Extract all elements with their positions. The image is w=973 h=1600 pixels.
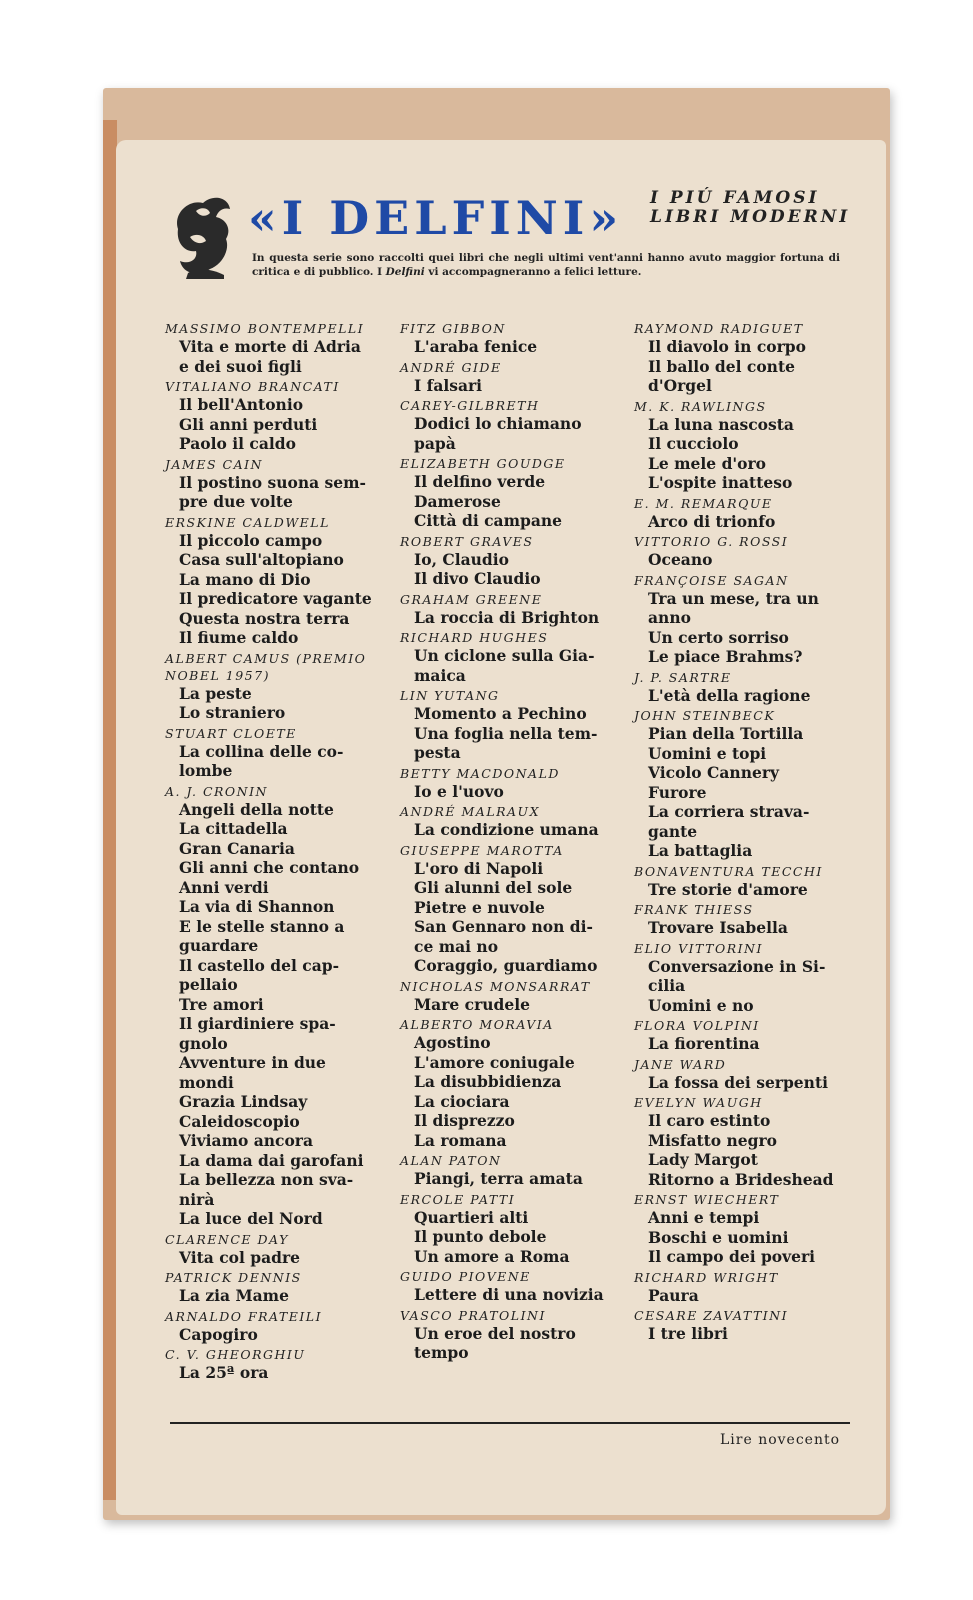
book-title: Il predicatore vagante <box>179 589 372 608</box>
author-name: J. P. SARTRE <box>634 669 732 685</box>
book-title: Ritorno a Brideshead <box>648 1169 834 1189</box>
book-title: Agostino <box>414 1033 491 1052</box>
author-name: STUART CLOETE <box>165 725 297 741</box>
book-title: Paolo il caldo <box>179 434 296 453</box>
author-name: FRANÇOISE SAGAN <box>634 572 789 588</box>
book-title: Tra un mese, tra un <box>648 588 819 608</box>
book-title: Quartieri alti <box>414 1207 529 1227</box>
book-title: Vita e morte di Adria <box>179 337 361 356</box>
book-title: d'Orgel <box>648 376 712 395</box>
book-title: La corriera strava- <box>648 802 810 821</box>
author-name: ERNST WIECHERT <box>634 1192 780 1207</box>
book-title: Io e l'uovo <box>414 781 504 801</box>
book-title: Pian della Tortilla <box>648 724 804 743</box>
book-title: e dei suoi figli <box>179 356 302 376</box>
book-title: gnolo <box>179 1033 228 1053</box>
book-title: L'amore coniugale <box>414 1052 575 1072</box>
book-title: La romana <box>414 1130 507 1150</box>
author-name: ELIO VITTORINI <box>634 940 763 956</box>
author-name: JOHN STEINBECK <box>634 708 776 723</box>
book-title: Capogiro <box>179 1324 258 1344</box>
author-name: CESARE ZAVATTINI <box>634 1308 789 1323</box>
book-title: Momento a Pechino <box>414 704 587 723</box>
book-title: Lo straniero <box>179 703 286 722</box>
book-title: Un amore a Roma <box>414 1246 570 1266</box>
series-subtitle <box>650 189 850 227</box>
book-title: L'araba fenice <box>414 337 538 356</box>
author-name: LIN YUTANG <box>400 688 500 703</box>
book-title: Vita col padre <box>179 1247 301 1267</box>
price-label: Lire novecento <box>720 1432 841 1448</box>
book-title: Uomini e topi <box>648 743 767 763</box>
book-title: Conversazione in Si- <box>648 956 826 976</box>
book-title: Il delfino verde <box>414 472 546 491</box>
book-title: Boschi e uomini <box>648 1227 789 1247</box>
series-header <box>160 183 860 293</box>
book-title: La ciociara <box>414 1091 510 1111</box>
book-title: Casa sull'altopiano <box>179 550 344 569</box>
book-column-2 <box>400 318 625 1363</box>
book-title: La collina delle co- <box>179 741 344 761</box>
author-name: CLARENCE DAY <box>165 1231 289 1247</box>
author-name: FLORA VOLPINI <box>634 1018 760 1033</box>
book-title: Questa nostra terra <box>179 608 350 628</box>
author-name: ALBERTO MORAVIA <box>400 1017 554 1032</box>
book-title: Il campo dei poveri <box>648 1247 816 1266</box>
book-title: La condizione umana <box>414 820 599 839</box>
series-intro <box>252 251 840 279</box>
book-title: papà <box>414 433 456 453</box>
book-title: Caleidoscopio <box>179 1111 300 1131</box>
author-name: ERSKINE CALDWELL <box>165 514 330 530</box>
book-title: Misfatto negro <box>648 1130 778 1150</box>
author-name: ERCOLE PATTI <box>400 1191 516 1207</box>
author-name: ANDRÉ GIDE <box>400 359 502 375</box>
dolphin-emblem-icon <box>168 189 238 281</box>
author-name: EVELYN WAUGH <box>634 1095 763 1110</box>
book-title: Un certo sorriso <box>648 627 789 647</box>
author-name: PATRICK DENNIS <box>165 1270 302 1285</box>
book-title: Oceano <box>648 550 713 569</box>
author-name: VASCO PRATOLINI <box>400 1307 546 1323</box>
book-title: L'età della ragione <box>648 685 811 705</box>
book-title: Damerose <box>414 491 501 511</box>
book-title: Il castello del cap- <box>179 955 340 975</box>
book-title: gante <box>648 821 698 841</box>
book-title: Vicolo Cannery <box>648 763 779 782</box>
book-title: Viviamo ancora <box>179 1131 314 1150</box>
book-title: Il cucciolo <box>648 434 739 453</box>
subtitle-line-1: I PIÚ FAMOSI <box>650 188 820 208</box>
book-title: Un eroe del nostro <box>414 1323 576 1343</box>
book-title: Città di campane <box>414 511 562 530</box>
book-title: maica <box>414 665 466 685</box>
book-title: guardare <box>179 936 259 955</box>
book-title: pre due volte <box>179 492 293 511</box>
author-name: RAYMOND RADIGUET <box>634 321 804 336</box>
author-name: GUIDO PIOVENE <box>400 1269 531 1284</box>
book-title: Il postino suona sem- <box>179 472 366 492</box>
book-title: Mare crudele <box>414 994 530 1014</box>
book-title: La zia Mame <box>179 1286 289 1305</box>
book-title: La roccia di Brighton <box>414 607 600 627</box>
footer-rule <box>170 1422 850 1424</box>
author-name: NICHOLAS MONSARRAT <box>400 978 591 994</box>
book-title: La dama dai garofani <box>179 1150 364 1170</box>
book-title: Il bell'Antonio <box>179 395 304 414</box>
book-title: Il diavolo in corpo <box>648 337 806 356</box>
author-name: RICHARD WRIGHT <box>634 1269 779 1285</box>
book-title: Anni verdi <box>179 877 269 897</box>
book-title: Il giardiniere spa- <box>179 1014 336 1033</box>
author-name: M. K. RAWLINGS <box>634 398 767 414</box>
book-title: Il fiume caldo <box>179 628 299 647</box>
author-name: ANDRÉ MALRAUX <box>400 804 540 819</box>
book-title: Il ballo del conte <box>648 356 795 376</box>
book-title: Una foglia nella tem- <box>414 723 598 743</box>
book-title: lombe <box>179 761 233 780</box>
book-title: La cittadella <box>179 819 288 838</box>
author-name: JANE WARD <box>634 1056 727 1072</box>
book-title: E le stelle stanno a <box>179 916 345 936</box>
book-title: Furore <box>648 782 707 802</box>
book-title: I tre libri <box>648 1324 728 1343</box>
series-title: «I DELFINI» <box>248 191 624 245</box>
book-title: La peste <box>179 683 252 703</box>
book-title: Avventure in due <box>179 1053 326 1072</box>
book-title: Lettere di una novizia <box>414 1285 604 1304</box>
book-title: San Gennaro non di- <box>414 917 593 936</box>
book-title: Tre storie d'amore <box>648 879 808 899</box>
author-name: CAREY-GILBRETH <box>400 398 540 413</box>
author-name: BONAVENTURA TECCHI <box>634 863 823 879</box>
book-title: Dodici lo chiamano <box>414 414 582 433</box>
subtitle-line-2: LIBRI MODERNI <box>650 207 851 227</box>
book-column-1 <box>165 318 390 1383</box>
author-name: RICHARD HUGHES <box>400 630 549 645</box>
book-title: Uomini e no <box>648 995 754 1015</box>
author-name: ALAN PATON <box>400 1153 502 1168</box>
author-name: ELIZABETH GOUDGE <box>400 456 566 471</box>
book-title: La bellezza non sva- <box>179 1170 354 1189</box>
intro-text-emph: Delfini <box>385 266 425 278</box>
book-title: Tre amori <box>179 994 264 1014</box>
book-column-3 <box>634 318 859 1344</box>
book-title: La via di Shannon <box>179 897 335 916</box>
book-title: pellaio <box>179 975 238 994</box>
author-name: VITTORIO G. ROSSI <box>634 534 789 549</box>
book-title: Gli alunni del sole <box>414 878 573 897</box>
book-title: Il caro estinto <box>648 1111 771 1130</box>
book-title: Anni e tempi <box>648 1208 760 1227</box>
book-spine <box>103 120 117 1500</box>
book-title: Coraggio, guardiamo <box>414 956 598 975</box>
book-title: L'ospite inatteso <box>648 473 793 492</box>
book-title: Le mele d'oro <box>648 453 766 473</box>
book-title: Grazia Lindsay <box>179 1092 308 1111</box>
author-name: GRAHAM GREENE <box>400 591 543 607</box>
book-title: La fiorentina <box>648 1034 760 1053</box>
book-title: Un ciclone sulla Gia- <box>414 646 595 665</box>
book-title: La luna nascosta <box>648 414 794 434</box>
book-title: Paura <box>648 1285 699 1305</box>
book-title: La 25ª ora <box>179 1363 269 1382</box>
book-title: Lady Margot <box>648 1150 758 1169</box>
book-title: tempo <box>414 1343 469 1362</box>
intro-text-2: vi accompagneranno a felici letture. <box>424 266 642 278</box>
book-title: Gli anni perduti <box>179 414 318 434</box>
book-title: Il disprezzo <box>414 1111 515 1130</box>
book-title: Gli anni che contano <box>179 858 360 877</box>
book-title: ce mai no <box>414 936 499 956</box>
author-name: BETTY MACDONALD <box>400 765 560 781</box>
book-title: La disubbidienza <box>414 1072 562 1091</box>
book-title: Il punto debole <box>414 1227 547 1246</box>
author-name: MASSIMO BONTEMPELLI <box>165 321 365 336</box>
book-title: Pietre e nuvole <box>414 897 545 917</box>
author-name: ROBERT GRAVES <box>400 533 534 549</box>
author-name: A. J. CRONIN <box>165 783 268 799</box>
book-title: Il piccolo campo <box>179 530 323 550</box>
author-name: JAMES CAIN <box>165 456 263 472</box>
book-title: Gran Canaria <box>179 838 295 858</box>
author-name: GIUSEPPE MAROTTA <box>400 842 564 858</box>
book-title: mondi <box>179 1072 234 1092</box>
book-title: I falsari <box>414 375 483 395</box>
book-title: cilia <box>648 976 686 995</box>
author-name: ARNALDO FRATEILI <box>165 1308 323 1324</box>
author-name: FITZ GIBBON <box>400 321 506 336</box>
book-title: La mano di Dio <box>179 569 311 589</box>
book-title: Trovare Isabella <box>648 918 788 937</box>
book-title: La battaglia <box>648 841 753 860</box>
book-title: L'oro di Napoli <box>414 858 544 878</box>
author-name: VITALIANO BRANCATI <box>165 379 340 394</box>
book-title: Angeli della notte <box>179 799 334 819</box>
author-name: FRANK THIESS <box>634 902 754 917</box>
book-title: anno <box>648 608 691 627</box>
author-name: ALBERT CAMUS (PREMIO NOBEL 1957) <box>165 650 367 683</box>
book-title: La luce del Nord <box>179 1209 323 1228</box>
author-name: E. M. REMARQUE <box>634 495 773 511</box>
book-title: Io, Claudio <box>414 549 509 569</box>
intro-text-1: In questa serie sono raccolti quei libri che negli ultimi vent'anni hanno avuto maggior fortuna di critica e di pubblico. I <box>252 252 840 278</box>
book-title: Il divo Claudio <box>414 569 541 588</box>
book-title: Le piace Brahms? <box>648 647 803 666</box>
book-title: Arco di trionfo <box>648 511 776 531</box>
author-name: C. V. GHEORGHIU <box>165 1347 306 1362</box>
book-title: La fossa dei serpenti <box>648 1072 828 1092</box>
book-title: pesta <box>414 743 461 762</box>
book-title: nirà <box>179 1189 215 1209</box>
book-title: Piangi, terra amata <box>414 1169 583 1188</box>
